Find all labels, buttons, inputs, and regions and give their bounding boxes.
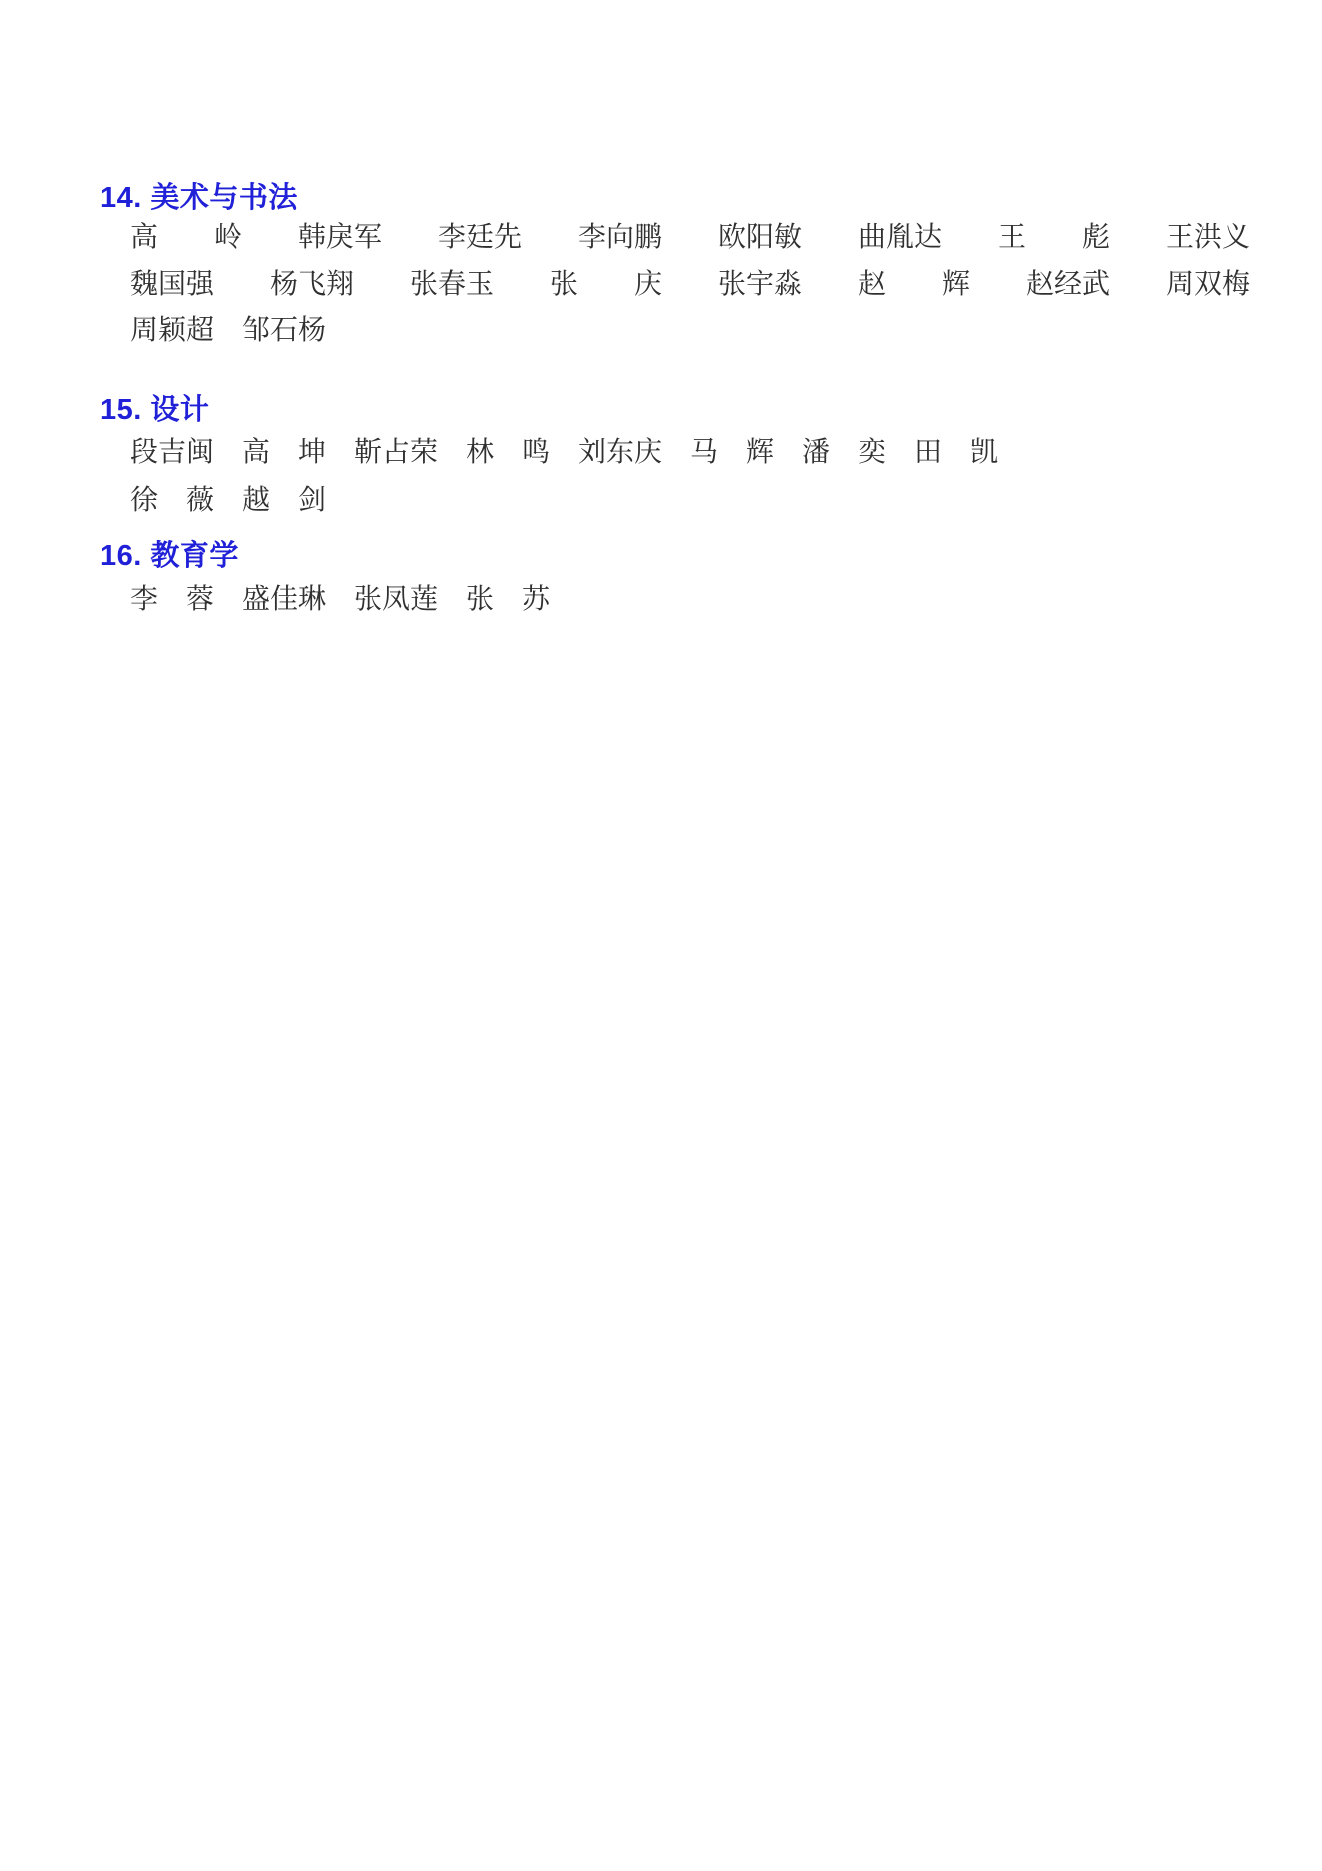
names-row: 魏国强 杨飞翔 张春玉 张 庆 张宇淼 赵 辉 赵经武 周双梅	[130, 269, 1251, 300]
section-heading-15-design: 15. 设计	[100, 394, 210, 426]
names-row: 周颖超 邹石杨	[130, 315, 327, 346]
names-row: 李 蓉 盛佳琳 张凤莲 张 苏	[130, 584, 551, 615]
names-row: 段吉闽 高 坤 靳占荣 林 鸣 刘东庆 马 辉 潘 奕 田 凯	[130, 437, 999, 468]
section-heading-16-education: 16. 教育学	[100, 540, 239, 572]
names-row: 徐 薇 越 剑	[130, 485, 327, 516]
names-row: 高 岭 韩戾军 李廷先 李向鹏 欧阳敏 曲胤达 王 彪 王洪义	[130, 222, 1251, 253]
section-heading-14-fine-arts-calligraphy: 14. 美术与书法	[100, 182, 298, 214]
